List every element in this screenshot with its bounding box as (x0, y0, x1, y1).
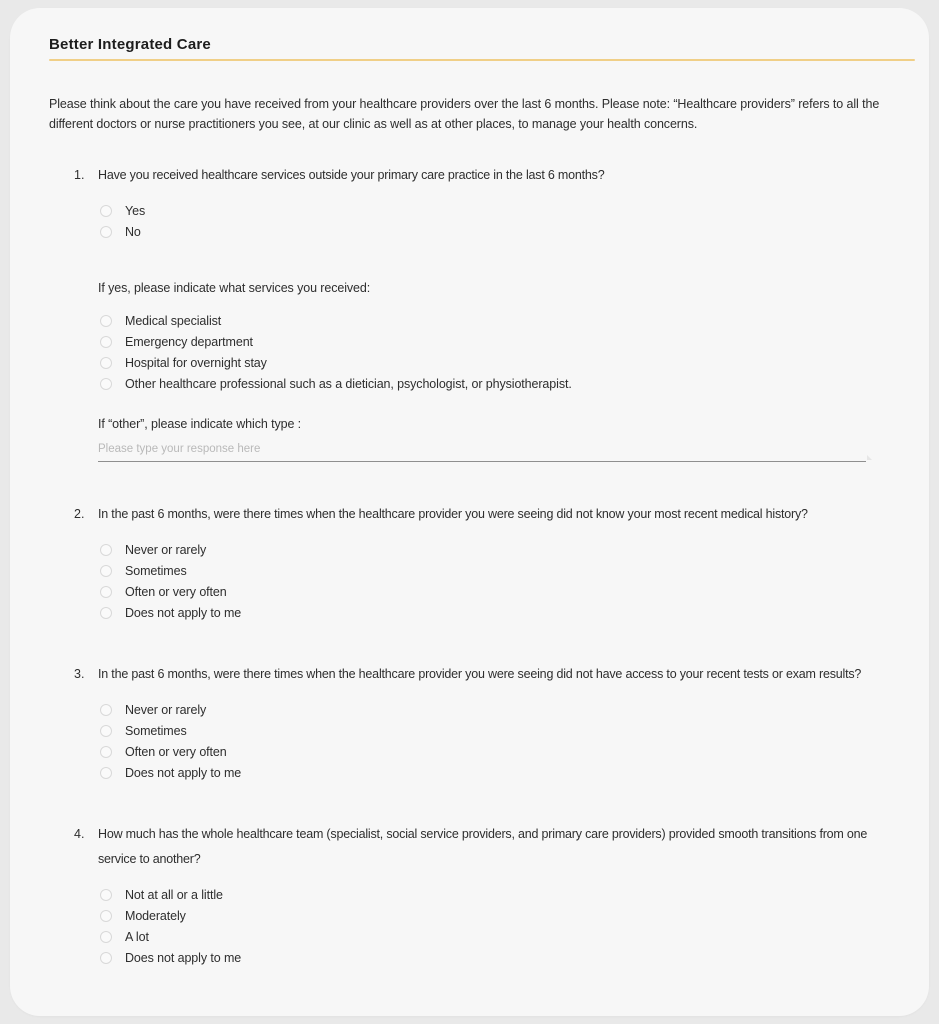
radio-button-icon[interactable] (100, 357, 112, 369)
radio-button-icon[interactable] (100, 586, 112, 598)
radio-option-label: Does not apply to me (125, 765, 242, 780)
other-type-section (98, 414, 907, 462)
question-4 (49, 822, 915, 968)
intro-paragraph: Please think about the care you have received from your healthcare providers over the last 6 months. Please note: “Healthcare providers” refers to all the different doctors or nurse practitioners you see, at our clinic as well as at other places, to manage your health concerns. (49, 97, 880, 131)
radio-button-icon[interactable] (100, 931, 112, 943)
question-4-number: 4. (74, 827, 85, 841)
radio-option-label: Does not apply to me (125, 605, 242, 620)
radio-option-label: No (125, 224, 141, 239)
radio-option-often[interactable] (98, 741, 907, 762)
radio-button-icon[interactable] (100, 378, 112, 390)
radio-button-icon[interactable] (100, 767, 112, 779)
question-1-text: Have you received healthcare services outside your primary care practice in the last 6 months? (98, 168, 605, 182)
radio-option-label: Hospital for overnight stay (125, 355, 267, 370)
question-1 (49, 163, 915, 462)
radio-option-label: Often or very often (125, 744, 227, 759)
resize-handle-icon[interactable] (867, 455, 872, 460)
radio-option-label: A lot (125, 929, 149, 944)
question-3-text: In the past 6 months, were there times when the healthcare provider you were seeing did not have access to your recent tests or exam results? (98, 667, 862, 681)
radio-option-label: Never or rarely (125, 702, 207, 717)
radio-option-emergency-department[interactable] (98, 331, 907, 352)
radio-option-label: Moderately (125, 908, 186, 923)
question-2-text: In the past 6 months, were there times when the healthcare provider you were seeing did not know your most recent medical history? (98, 507, 808, 521)
survey-card (10, 8, 929, 1016)
radio-button-icon[interactable] (100, 746, 112, 758)
question-2 (49, 502, 915, 623)
radio-button-icon[interactable] (100, 704, 112, 716)
radio-option-label: Sometimes (125, 563, 187, 578)
radio-option-label: Other healthcare professional such as a dietician, psychologist, or physiotherapist. (125, 376, 572, 391)
radio-button-icon[interactable] (100, 336, 112, 348)
radio-button-icon[interactable] (100, 205, 112, 217)
radio-button-icon[interactable] (100, 952, 112, 964)
question-2-number: 2. (74, 507, 85, 521)
question-4-options (98, 884, 907, 968)
question-1-number: 1. (74, 168, 85, 182)
radio-option-a-lot[interactable] (98, 926, 907, 947)
radio-option-never-rarely[interactable] (98, 699, 907, 720)
followup-label: If yes, please indicate what services you received: (98, 281, 371, 295)
question-3-options (98, 699, 907, 783)
page-title: Better Integrated Care (49, 36, 211, 53)
radio-option-not-apply[interactable] (98, 602, 907, 623)
question-3 (49, 662, 915, 783)
radio-option-label: Not at all or a little (125, 887, 223, 902)
followup-options (98, 310, 907, 394)
radio-button-icon[interactable] (100, 725, 112, 737)
radio-button-icon[interactable] (100, 565, 112, 577)
radio-option-label: Often or very often (125, 584, 227, 599)
question-3-number: 3. (74, 667, 85, 681)
radio-option-yes[interactable] (98, 200, 907, 221)
radio-option-moderately[interactable] (98, 905, 907, 926)
radio-button-icon[interactable] (100, 315, 112, 327)
radio-option-label: Medical specialist (125, 313, 222, 328)
radio-option-never-rarely[interactable] (98, 539, 907, 560)
title-underline (49, 59, 915, 61)
radio-option-label: Sometimes (125, 723, 187, 738)
radio-button-icon[interactable] (100, 910, 112, 922)
radio-option-medical-specialist[interactable] (98, 310, 907, 331)
radio-option-label: Never or rarely (125, 542, 207, 557)
radio-button-icon[interactable] (100, 607, 112, 619)
radio-option-sometimes[interactable] (98, 720, 907, 741)
radio-option-hospital-overnight[interactable] (98, 352, 907, 373)
question-2-options (98, 539, 907, 623)
radio-option-label: Does not apply to me (125, 950, 242, 965)
other-type-input[interactable] (98, 440, 866, 462)
radio-button-icon[interactable] (100, 544, 112, 556)
radio-option-other-professional[interactable] (98, 373, 907, 394)
radio-option-no[interactable] (98, 221, 907, 242)
question-1-followup (98, 278, 907, 394)
other-type-input-wrap (98, 440, 866, 462)
radio-option-not-apply[interactable] (98, 762, 907, 783)
other-type-label: If “other”, please indicate which type : (98, 417, 302, 431)
radio-option-not-apply[interactable] (98, 947, 907, 968)
radio-button-icon[interactable] (100, 889, 112, 901)
radio-option-sometimes[interactable] (98, 560, 907, 581)
question-1-options (98, 200, 907, 242)
radio-button-icon[interactable] (100, 226, 112, 238)
question-4-text: How much has the whole healthcare team (specialist, social service providers, and primary care providers) provided smooth transitions from one service to another? (98, 827, 868, 866)
radio-option-label: Emergency department (125, 334, 253, 349)
radio-option-not-at-all[interactable] (98, 884, 907, 905)
radio-option-label: Yes (125, 203, 146, 218)
radio-option-often[interactable] (98, 581, 907, 602)
